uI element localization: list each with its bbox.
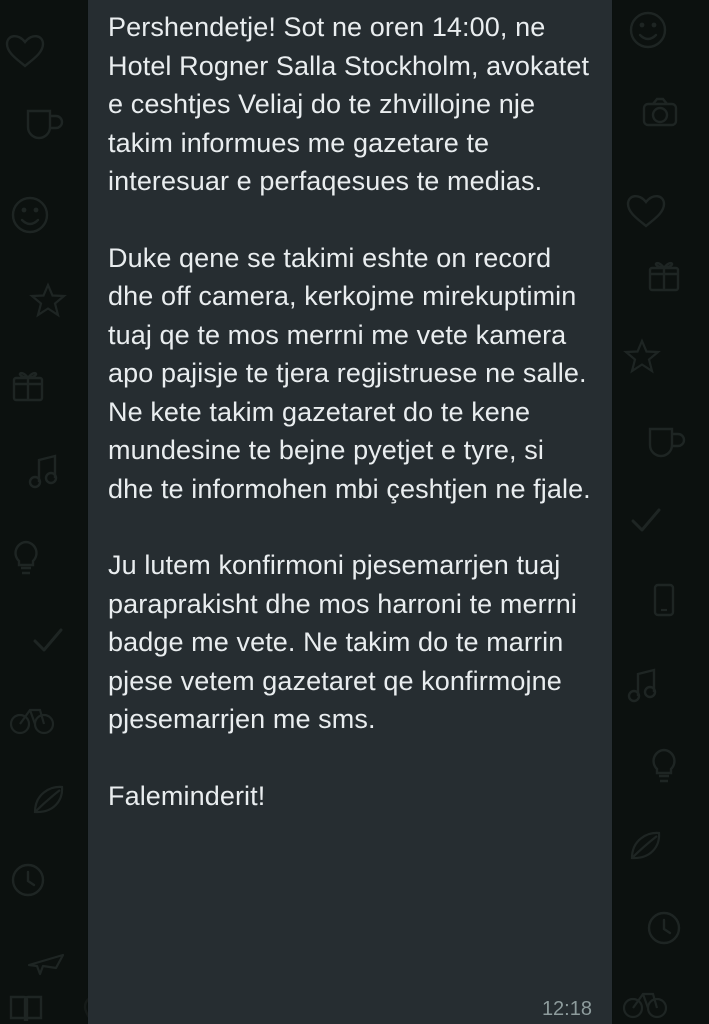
paragraph-spacer xyxy=(108,508,592,546)
chat-message-bubble[interactable] xyxy=(88,0,612,1024)
message-paragraph-1: Pershendetje! Sot ne oren 14:00, ne Hotel Rogner Salla Stockholm, avokatet e ceshtjes Veliaj do te zhvillojne nje takim informues me gazetare te interesuar e perfaqesues te medias. xyxy=(108,12,597,196)
paragraph-spacer xyxy=(108,739,592,777)
paragraph-spacer xyxy=(108,201,592,239)
message-paragraph-2: Duke qene se takimi eshte on record dhe off camera, kerkojme mirekuptimin tuaj qe te mos merrni me vete kamera apo pajisje te tjera regjistruese ne salle. Ne kete takim gazetaret do te kene mundesine te bejne pyetjet e tyre, si dhe te informohen mbi çeshtjen ne fjale. xyxy=(108,242,595,504)
message-paragraph-4: Faleminderit! xyxy=(108,780,266,811)
message-timestamp: 12:18 xyxy=(541,998,592,1020)
message-paragraph-3: Ju lutem konfirmoni pjesemarrjen tuaj paraprakisht dhe mos harroni te merrni badge me vete. Ne takim do te marrin pjese vetem gazetaret qe konfirmojne pjesemarrjen me sms. xyxy=(108,550,585,734)
message-meta xyxy=(542,998,592,1020)
